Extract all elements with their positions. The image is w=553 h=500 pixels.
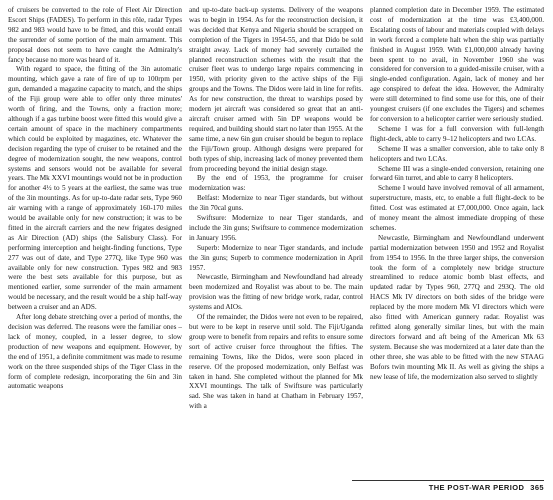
paragraph: and up-to-date back-up systems. Delivery of the weapons was to begin in 1954. As for the reconstruction decision, it was decided that Kenya and Nigeria should be scrapped on completion of the Tigers in 1954-55, and that Dido be sold straight away. Lack of money had severely curtailed the planned reconstruction schemes with the result that the cruiser fleet was to undergo large repairs commencing in 1950, with priority given to the active ships of the Fiji groups and the Towns. The Didos were laid in line for refits. As for new construction, the threat to warships posed by modern jet aircraft was considered so great that an anti-aircraft cruiser armed with 5in DP weapons would be required, and building should start no later than 1955. At the same time, a new 6in gun cruiser should be begun to replace the Fiji/Town group. Although designs were prepared for both types of ship, increasing lack of money prevented them from proceeding beyond the initial design stage. <box>189 6 363 173</box>
paragraph: Newcastle, Birmingham and Newfoundland underwent partial modernization between 1950 and 1952 and Royalist from 1954 to 1956. In the three larger ships, the conversion took the form of a completely new bridge structure streamlined to reduce atomic bomb blast effects, and updated radar by Types 960, 277Q and 293Q. The old HACS Mk IV directors on both sides of the bridge were replaced by the more modern Mk VI directors which were also fitted with American gunnery radar. Royalist was refitted along generally similar lines, but with the main directors forward and aft being of the American Mk 63 system. Because she was modernized at a later date than the other three, she was able to be fitted with the new STAAG Bofors twin mounting Mk II. As well as giving the ships a new lease of life, the modernization also served to slightly <box>370 233 544 381</box>
text-columns <box>8 6 544 474</box>
paragraph: Swiftsure: Modernize to near Tiger standards, and include the 3in guns; Swiftsure to commence modernization in January 1956. <box>189 214 363 242</box>
paragraph: Scheme I would have involved removal of all armament, superstructure, masts, etc, to enable a full flight-deck to be fitted. Cost was estimated at £7,000,000. Once again, lack of money meant the almost immediate dropping of these schemes. <box>370 184 544 232</box>
paragraph: After long debate stretching over a period of months, the decision was deferred. The reasons were the familiar ones – lack of money, coupled, in a lesser degree, to slow production of new weapons and equipment. However, by the end of 1951, a definite commitment was made to resume work on the three suspended ships of the Tiger Class in the form of complete redesign, incorporating the 6in and 3in automatic weapons <box>8 313 182 391</box>
paragraph: Scheme I was for a full conversion with full-length flight-deck, able to carry 9–12 helicopters and two LCAs. <box>370 124 544 143</box>
footer-rule <box>352 480 544 481</box>
paragraph: Superb: Modernize to near Tiger standards, and include the 3in guns; Superb to commence modernization in April 1957. <box>189 243 363 272</box>
page-footer <box>429 483 544 492</box>
paragraph: Belfast: Modernize to near Tiger standards, but without the 3in 70cal guns. <box>189 194 363 213</box>
paragraph: Scheme II was a smaller conversion, able to take only 8 helicopters and two LCAs. <box>370 144 544 163</box>
paragraph: With regard to space, the fitting of the 3in automatic mounting, which gave a rate of fire of up to 100rpm per gun, demanded a magazine capacity to match, and the ships of the Fiji group were able to offer only three minutes' worth of firing, and the Towns, only a fraction more; although if a gas turbine boost were fitted this would give a certain amount of space in the machinery compartments which could be exploited by magazines, etc. Whatever the decision regarding the type of cruiser to be retained and the degree of modernization sought, the new weapons, control systems and sensors would not be available for several years. The Mk XXVI mountings would not be in production for another 4½ to 5 years at the earliest, the same was true of the 3in mountings. As for up-to-date radar sets, Type 960 air warning with a range of approximately 160-170 miles would be available only for new construction; it was to be fitted in the aircraft carriers and the new frigates designed as Air Direction (AD) ships (the Salisbury Class). For performing interception and height-finding functions, Type 277 was out of date, and Type 277Q, like Type 960 was available only for new construction. Types 982 and 983 were the best sets available for this purpose, but as mentioned earlier, some surrender of the main armament would be necessary, and the result would be a ship half-way between a cruiser and an ADS. <box>8 65 182 312</box>
paragraph: Of the remainder, the Didos were not even to be repaired, but were to be kept in reserve until sold. The Fiji/Uganda group were to benefit from repairs and refits to ensure some sort of active cruiser force throughout the fifties. The remaining Towns, like the Didos, were soon placed in reserve. Of the proposed modernization, only Belfast was taken in hand. She completed without the planned for Mk XXVI mountings. The talk of Swiftsure was particularly sad. She was taken in hand at Chatham in February 1957, with a <box>189 313 363 411</box>
running-head: THE POST-WAR PERIOD <box>428 483 525 492</box>
paragraph: planned completion date in December 1959. The estimated cost of modernization at the time was £3,400,000. Escalating costs of labour and materials coupled with delays in work forced a complete halt when the ship was partially finished in August 1959. With £1,000,000 already having been spent to no avail, in November 1960 she was considered for conversion to a guided-missile cruiser, with a single-ended configuration. Again, lack of money and her age conspired to defeat the idea. However, the Admiralty were still determined to find some use for this, one of their youngest cruisers (if one excludes the Tigers) and schemes for conversion to a helicopter carrier were seriously studied. <box>370 6 544 123</box>
page-number: 365 <box>530 483 544 492</box>
column-1 <box>8 6 182 474</box>
paragraph: Scheme III was a single-ended conversion, retaining one forward 6in turret, and able to carry 8 helicopters. <box>370 164 544 183</box>
paragraph: Newcastle, Birmingham and Newfoundland had already been modernized and Royalist was about to be. The main provision was the fitting of new bridge work, radar, control systems and AIOs. <box>189 273 363 312</box>
paragraph: By the end of 1953, the programme for cruiser modernization was: <box>189 174 363 193</box>
paragraph: of cruisers be converted to the role of Fleet Air Direction Escort Ships (FADES). To perform in this rôle, radar Types 982 and 983 would have to be fitted, and this would entail the surrender of some portion of the main armament. This proposal does not seem to have caught the Admiralty's fancy because no more was heard of it. <box>8 6 182 64</box>
column-3 <box>370 6 544 474</box>
column-2 <box>189 6 363 474</box>
